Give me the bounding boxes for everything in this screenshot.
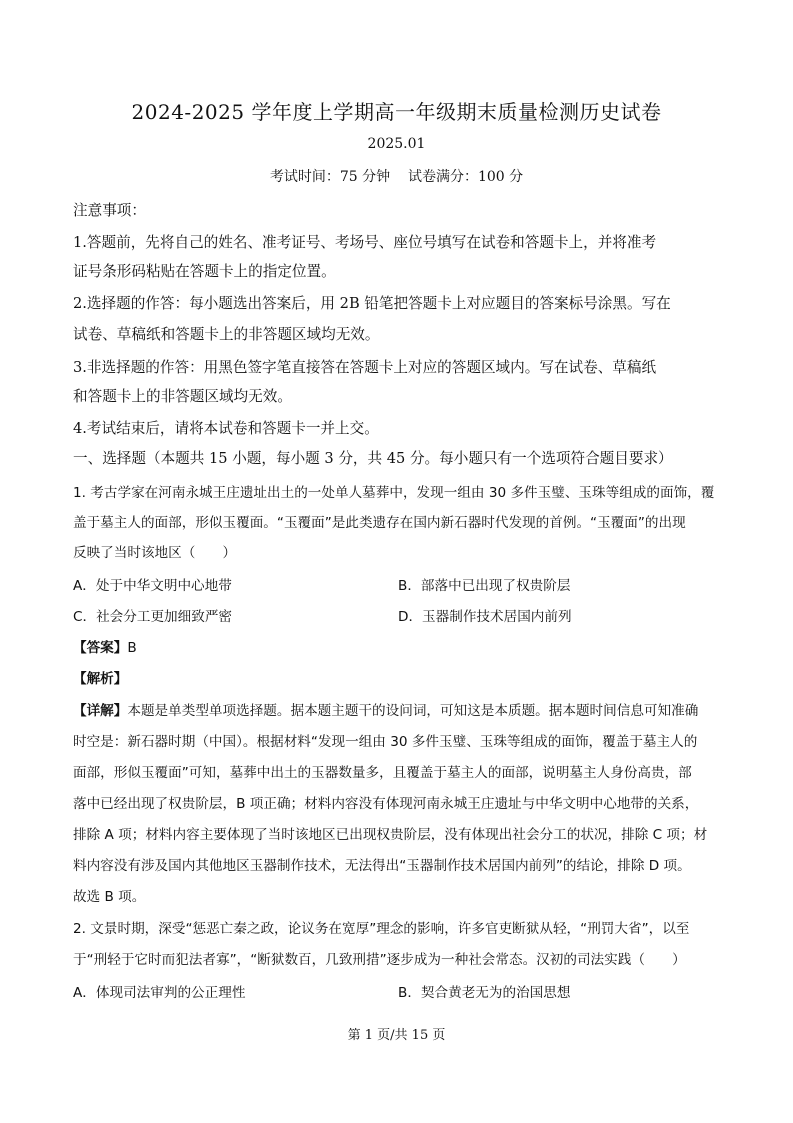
section-heading: 一、选择题（本题共 15 小题，每小题 3 分，共 45 分。每小题只有一个选项符合题目要求）: [73, 450, 673, 467]
q1-detail-line: 面部，形似玉覆面”可知，墓葬中出土的玉器数量多，且覆盖于墓主人的面部，说明墓主人身份高贵，部: [73, 765, 692, 781]
notice-line: 1.答题前，先将自己的姓名、准考证号、考场号、座位号填写在试卷和答题卡上，并将准考: [73, 234, 657, 251]
q1-detail-line: 料内容没有涉及国内其他地区玉器制作技术，无法得出“玉器制作技术居国内前列”的结论，排除 D 项。: [73, 858, 691, 874]
q1-stem: 反映了当时该地区（ ）: [73, 545, 237, 561]
q2-stem: 于“刑轻于它时而犯法者寡”，“断狱数百，几致刑措”逐步成为一种社会常态。汉初的司法实践（ ）: [73, 952, 686, 968]
q1-detail-line: 排除 A 项；材料内容主要体现了当时该地区已出现权贵阶层，没有体现出社会分工的状况，排除 C 项；材: [73, 827, 708, 843]
detail-label: 【详解】: [73, 703, 128, 719]
notice-line: 证号条形码粘贴在答题卡上的指定位置。: [73, 263, 336, 280]
q1-detail-line: 落中已经出现了权贵阶层，B 项正确；材料内容没有体现河南永城王庄遗址与中华文明中心地带的关系，: [73, 796, 699, 812]
q1-option-c: C．社会分工更加细致严密: [73, 609, 233, 625]
notice-line: 4.考试结束后，请将本试卷和答题卡一并上交。: [73, 420, 379, 437]
q2-option-a: A．体现司法审判的公正理性: [73, 985, 246, 1001]
answer-value: B: [127, 640, 137, 656]
q2-stem: 2. 文景时期，深受“惩恶亡秦之政，论议务在宽厚”理念的影响，许多官吏断狱从轻，“刑罚大省”，以至: [73, 921, 690, 937]
q1-option-d: D．玉器制作技术居国内前列: [398, 609, 572, 625]
exam-date: 2025.01: [367, 136, 426, 152]
notice-line: 试卷、草稿纸和答题卡上的非答题区域均无效。: [73, 326, 380, 343]
q1-answer: [73, 636, 728, 656]
page-number: 第 1 页/共 15 页: [347, 1028, 446, 1043]
q1-option-a: A．处于中华文明中心地带: [73, 578, 232, 594]
notice-line: 2.选择题的作答：每小题选出答案后，用 2B 铅笔把答题卡上对应题目的答案标号涂黑。写在: [73, 295, 671, 312]
page-title: 2024-2025 学年度上学期高一年级期末质量检测历史试卷: [131, 100, 662, 124]
q1-detail-line: 故选 B 项。: [73, 889, 146, 905]
q1-detail: [73, 699, 728, 719]
answer-label: 【答案】: [73, 640, 128, 656]
notice-line: 3.非选择题的作答：用黑色签字笔直接答在答题卡上对应的答题区域内。写在试卷、草稿纸: [73, 359, 657, 376]
q1-detail-line: 时空是：新石器时期（中国）。根据材料“发现一组由 30 多件玉璧、玉珠等组成的面饰，覆盖于墓主人的: [73, 734, 698, 750]
exam-info: 考试时间：75 分钟 试卷满分：100 分: [269, 169, 524, 185]
detail-text: 本题是单类型单项选择题。据本题主题干的设问词，可知这是本质题。据本题时间信息可知准确: [127, 703, 699, 719]
q1-stem: 盖于墓主人的面部，形似玉覆面。“玉覆面”是此类遗存在国内新石器时代发现的首例。“玉覆面”的出现: [73, 515, 686, 531]
q1-analysis-label: 【解析】: [73, 671, 128, 687]
q1-option-b: B．部落中已出现了权贵阶层: [398, 578, 571, 594]
q2-option-b: B．契合黄老无为的治国思想: [398, 985, 571, 1001]
q1-stem: 1. 考古学家在河南永城王庄遗址出土的一处单人墓葬中，发现一组由 30 多件玉璧、玉珠等组成的面饰，覆: [73, 485, 715, 501]
notice-heading: 注意事项：: [73, 202, 146, 219]
notice-line: 和答题卡上的非答题区域均无效。: [73, 388, 292, 405]
